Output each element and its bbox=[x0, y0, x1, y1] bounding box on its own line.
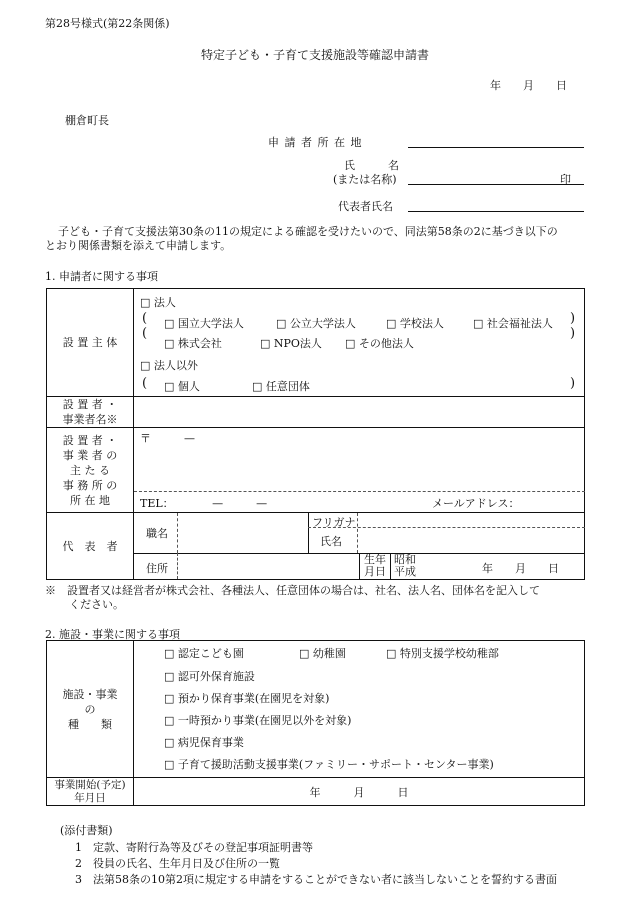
facility-kind-label: 施設・事業 の 種 類 bbox=[47, 641, 134, 778]
attachment-item-2: 2 役員の氏名、生年月日及び住所の一覧 bbox=[75, 857, 280, 870]
postal-code: 〒 — bbox=[140, 432, 195, 445]
office-address-label: 設 置 者 ・ 事 業 者 の 主 た る 事 務 所 の 所 在 地 bbox=[47, 428, 134, 513]
option-national-univ[interactable]: □ 国立大学法人 bbox=[164, 317, 244, 330]
dashed-divider bbox=[357, 513, 358, 553]
section1-heading: 1. 申請者に関する事項 bbox=[45, 270, 158, 283]
business-name-field[interactable] bbox=[134, 397, 585, 428]
applicant-name-field[interactable] bbox=[408, 184, 584, 185]
corp-checkbox[interactable]: □ 法人 bbox=[140, 296, 176, 309]
start-date-field[interactable]: 年 月 日 bbox=[134, 778, 585, 806]
attachments-heading: (添付書類) bbox=[60, 824, 113, 837]
bracket-close: ) bbox=[570, 311, 576, 326]
applicant-address-field[interactable] bbox=[408, 147, 584, 148]
applicant-table bbox=[46, 288, 585, 580]
dashed-divider bbox=[134, 491, 585, 492]
bracket-close: ) bbox=[570, 376, 576, 391]
applicant-name-sublabel: (または名称) bbox=[333, 173, 397, 186]
bracket-open: ( bbox=[142, 311, 148, 326]
date-field: 年 月 日 bbox=[490, 79, 567, 92]
option-public-univ[interactable]: □ 公立大学法人 bbox=[276, 317, 356, 330]
furigana-label: フリガナ bbox=[312, 516, 356, 529]
bracket-open: ( bbox=[142, 376, 148, 391]
intro-line-2: とおり関係書類を添えて申請します。 bbox=[45, 239, 232, 252]
option-voluntary-group[interactable]: □ 任意団体 bbox=[252, 380, 310, 393]
form-number: 第28号様式(第22条関係) bbox=[45, 17, 170, 30]
start-date-label: 事業開始(予定) 年月日 bbox=[47, 778, 134, 806]
note-line-2: ください。 bbox=[69, 598, 124, 611]
option-temporary-care[interactable]: □ 一時預かり事業(在園児以外を対象) bbox=[164, 714, 352, 727]
section2-heading: 2. 施設・事業に関する事項 bbox=[45, 628, 180, 641]
intro-line-1: 子ども・子育て支援法第30条の11の規定による確認を受けたいので、同法第58条の2に基づき以下の bbox=[58, 225, 558, 238]
dashed-divider bbox=[177, 513, 178, 553]
office-address-field[interactable] bbox=[134, 428, 585, 513]
facility-table bbox=[46, 640, 585, 806]
seal-mark: 印 bbox=[560, 173, 571, 186]
dashed-divider bbox=[308, 527, 585, 528]
business-name-label: 設 置 者 ・ 事業者名※ bbox=[47, 397, 134, 428]
attachment-item-1: 1 定款、寄附行為等及びその登記事項証明書等 bbox=[75, 841, 313, 854]
divider bbox=[359, 553, 360, 579]
option-sick-child-care[interactable]: □ 病児保育事業 bbox=[164, 736, 244, 749]
noncorp-checkbox[interactable]: □ 法人以外 bbox=[140, 359, 198, 372]
option-other-corp[interactable]: □ その他法人 bbox=[345, 337, 414, 350]
addressee: 棚倉町長 bbox=[65, 114, 109, 127]
representative-label: 代 表 者 bbox=[47, 513, 134, 580]
dashed-divider bbox=[177, 553, 178, 579]
representative-fields bbox=[134, 513, 585, 580]
option-kindergarten[interactable]: □ 幼稚園 bbox=[299, 647, 346, 660]
option-welfare-corp[interactable]: □ 社会福祉法人 bbox=[473, 317, 553, 330]
option-npo[interactable]: □ NPO法人 bbox=[260, 337, 322, 350]
option-school-corp[interactable]: □ 学校法人 bbox=[386, 317, 444, 330]
divider bbox=[308, 513, 309, 553]
representative-name-field[interactable] bbox=[408, 211, 584, 212]
bracket-close: ) bbox=[570, 326, 576, 341]
title-label: 職名 bbox=[146, 527, 168, 540]
telephone: TEL： — — bbox=[140, 497, 268, 510]
document-title: 特定子ども・子育て支援施設等確認申請書 bbox=[200, 48, 429, 62]
option-individual[interactable]: □ 個人 bbox=[164, 380, 200, 393]
attachment-item-3: 3 法第58条の10第2項に規定する申請をすることができない者に該当しないことを誓約する書面 bbox=[75, 873, 557, 886]
rep-name-label: 氏名 bbox=[320, 535, 342, 548]
option-special-kindergarten[interactable]: □ 特別支援学校幼稚部 bbox=[386, 647, 499, 660]
address-label: 住所 bbox=[146, 562, 168, 575]
bracket-open: ( bbox=[142, 326, 148, 341]
note-line-1: ※ 設置者又は経営者が株式会社、各種法人、任意団体の場合は、社名、法人名、団体名を記入して bbox=[45, 584, 540, 597]
option-unlicensed-nursery[interactable]: □ 認可外保育施設 bbox=[164, 670, 255, 683]
applicant-name-label: 氏 名 bbox=[344, 159, 399, 172]
representative-name-label: 代表者氏名 bbox=[338, 200, 393, 213]
option-extended-care[interactable]: □ 預かり保育事業(在園児を対象) bbox=[164, 692, 330, 705]
establisher-options bbox=[134, 289, 585, 397]
option-stock-company[interactable]: □ 株式会社 bbox=[164, 337, 222, 350]
divider bbox=[390, 553, 391, 579]
option-family-support[interactable]: □ 子育て援助活動支援事業(ファミリー・サポート・センター事業) bbox=[164, 758, 494, 771]
email-label: メールアドレス： bbox=[432, 497, 520, 510]
dob-field[interactable]: 年 月 日 bbox=[482, 562, 559, 575]
facility-kind-options bbox=[134, 641, 585, 778]
dob-label: 生年 月日 bbox=[364, 553, 386, 578]
establisher-label: 設 置 主 体 bbox=[47, 289, 134, 397]
applicant-address-label: 申 請 者 所 在 地 bbox=[268, 136, 363, 149]
era-label: 昭和 平成 bbox=[394, 553, 416, 578]
option-certified-center[interactable]: □ 認定こども園 bbox=[164, 647, 244, 660]
